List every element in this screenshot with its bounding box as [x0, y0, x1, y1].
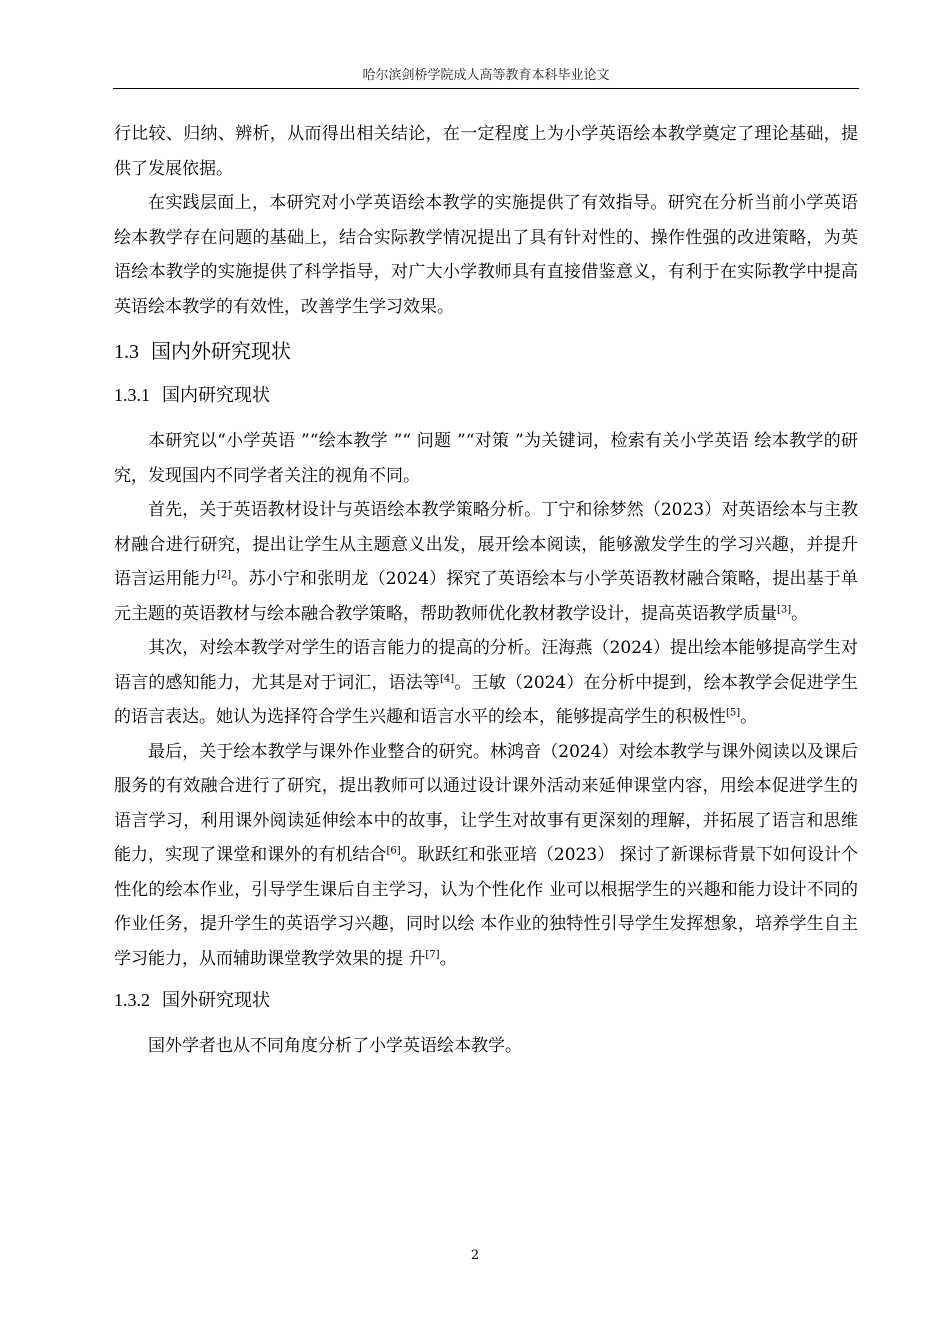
citation-ref: [4]: [440, 672, 455, 684]
running-header: 哈尔滨剑桥学院成人高等教育本科毕业论文: [362, 68, 610, 83]
paragraph-practical: 在实践层面上，本研究对小学英语绘本教学的实施提供了有效指导。研究在分析当前小学英语绘本教学存在问题的基础上，结合实际教学情况提出了具有针对性的、操作性强的改进策略，为英语绘本教学的实施提供了科学指导，对广大小学教师具有直接借鉴意义，有利于在实际教学中提高英语绘本教学的有效性，改善学生学习效果。: [114, 193, 858, 317]
paragraph-last: [114, 735, 858, 977]
paragraph-text: 。苏小宁和张明龙（2024）探究了英语绘本与小学英语教材融合策略，提出基于单元主题的英语教材与绘本融合教学策略，帮助教师优化教材教学设计，提高英语教学质量: [114, 569, 859, 624]
subsection-heading-1-3-2: [114, 988, 858, 1013]
citation-ref: [3]: [777, 603, 792, 615]
paragraph-text: 。耿跃红和张亚培（2023） 探讨了新课标背景下如何设计个性化的绘本作业，引导学生课后自主学习，认为个性化作 业可以根据学生的兴趣和能力设计不同的作业任务，提升学生的英语学习兴趣，同时以绘 本作业的独特性引导学生发挥想象，培养学生自主学习能力，从而辅助课堂教学效果的提 升: [114, 845, 859, 969]
paragraph-text: 。: [439, 948, 457, 969]
citation-ref: [6]: [386, 845, 401, 857]
subsection-heading-1-3-1: [114, 383, 858, 408]
subsection-title: 国内研究现状: [162, 385, 270, 406]
page-number: 2: [470, 1248, 480, 1263]
subsection-title: 国外研究现状: [162, 990, 270, 1011]
citation-ref: [2]: [216, 569, 232, 581]
section-title: 国内外研究现状: [151, 339, 291, 363]
paragraph-text: 。王敏（2024）在分析中提到，绘本教学会促进学生的语言表达。她认为选择符合学生兴趣和语言水平的绘本，能够提高学生的积极性: [114, 672, 859, 727]
header-divider: [113, 88, 859, 89]
citation-ref: [7]: [425, 948, 440, 960]
paragraph-second: [114, 631, 858, 735]
subsection-number: 1.3.2: [114, 990, 150, 1010]
paragraph-text: 最后，关于绘本教学与课外作业整合的研究。林鸿音（2024）对绘本教学与课外阅读以及课后服务的有效融合进行了研究，提出教师可以通过设计课外活动来延伸课堂内容，用绘本促进学生的语言学习，利用课外阅读延伸绘本中的故事，让学生对故事有更深刻的理解，并拓展了语言和思维能力，实现了课堂和课外的有机结合: [114, 741, 858, 865]
document-body: [114, 117, 858, 1064]
paragraph-first: [114, 493, 858, 631]
paragraph-text: 其次，对绘本教学对学生的语言能力的提高的分析。汪海燕（2024）提出绘本能够提高学生对语言的感知能力，尤其是对于词汇，语法等: [114, 638, 858, 693]
citation-ref: [5]: [726, 707, 741, 719]
paragraph-foreign-intro: 国外学者也从不同角度分析了小学英语绘本教学。: [148, 1036, 522, 1056]
subsection-number: 1.3.1: [114, 385, 150, 405]
section-number: 1.3: [114, 341, 139, 363]
section-heading-1-3: [114, 338, 858, 365]
paragraph-text: 首先，关于英语教材设计与英语绘本教学策略分析。丁宁和徐梦然（2023）对英语绘本与主教材融合进行研究，提出让学生从主题意义出发，展开绘本阅读，能够激发学生的学习兴趣，并提升语言运用能力: [114, 500, 858, 589]
paragraph-text: 。: [740, 707, 758, 727]
paragraph-continued: 行比较、归纳、辨析，从而得出相关结论，在一定程度上为小学英语绘本教学奠定了理论基础，提供了发展依据。: [114, 124, 858, 179]
paragraph-keywords: 本研究以“小学英语 ”“绘本教学 ”“ 问题 ”“对策 ”为关键词，检索有关小学英语 绘本教学的研究，发现国内不同学者关注的视角不同。: [114, 431, 858, 486]
paragraph-text: 。: [791, 603, 809, 624]
